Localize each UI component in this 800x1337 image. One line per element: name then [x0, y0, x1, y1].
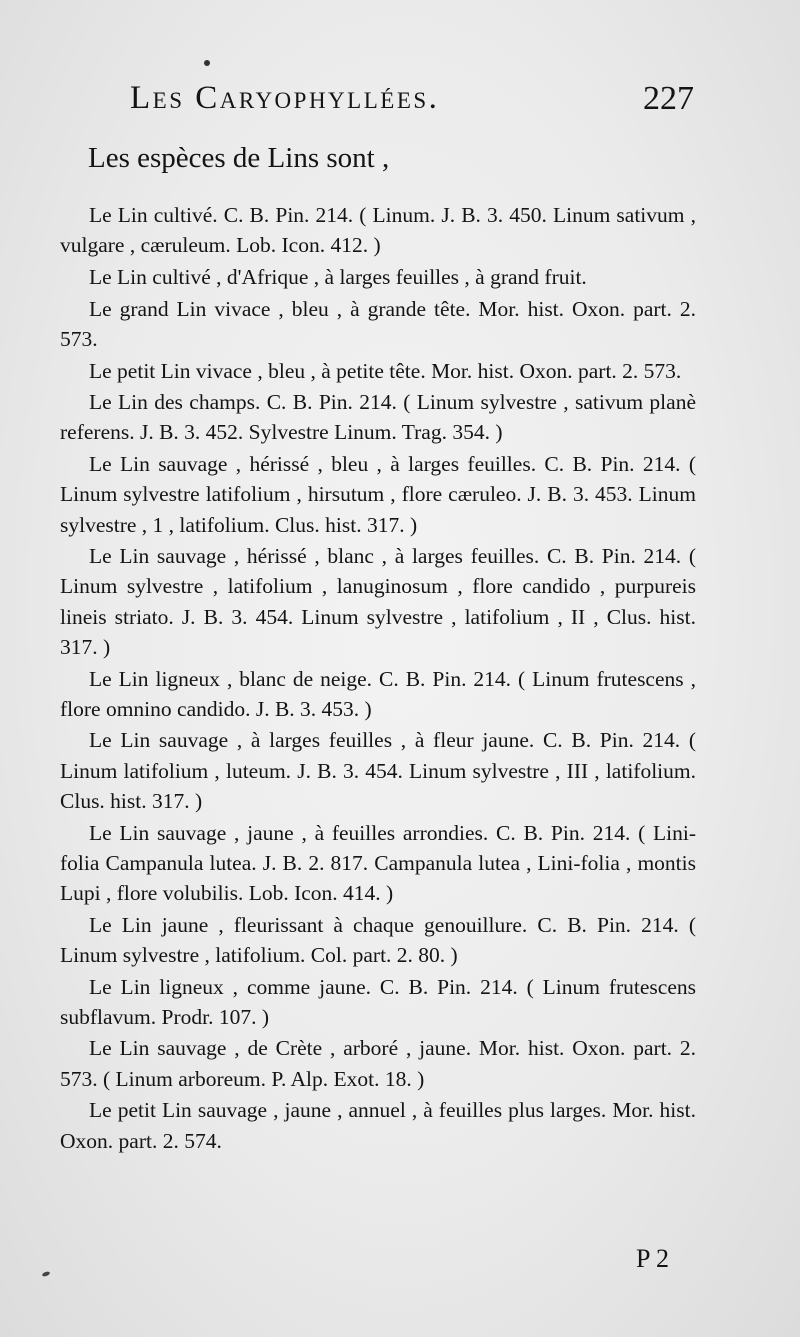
ink-speck [42, 1271, 51, 1277]
species-entry: Le Lin sauvage , hérissé , blanc , à larges feuilles. C. B. Pin. 214. ( Linum sylvestre , latifolium , lanuginosum , flore candido , purpureis lineis striato. J. B. 3. 454. Linum sylvestre , latifolium , II , Clus. hist. 317. ) [60, 544, 696, 659]
page-number: 227 [643, 80, 694, 117]
species-list [60, 200, 696, 1157]
species-entry: Le Lin des champs. C. B. Pin. 214. ( Linum sylvestre , sativum planè referens. J. B. 3. 452. Sylvestre Linum. Trag. 354. ) [60, 390, 696, 445]
species-entry: Le Lin ligneux , comme jaune. C. B. Pin. 214. ( Linum frutescens subflavum. Prodr. 107. ) [60, 974, 696, 1029]
species-entry: Le Lin jaune , fleurissant à chaque genouillure. C. B. Pin. 214. ( Linum sylvestre , latifolium. Col. part. 2. 80. ) [60, 912, 696, 967]
species-entry: Le Lin sauvage , jaune , à feuilles arrondies. C. B. Pin. 214. ( Lini-folia Campanula lutea. J. B. 2. 817. Campanula lutea , Lini-folia , montis Lupi , flore volubilis. Lob. Icon. 414. ) [60, 820, 696, 905]
species-entry: Le Lin cultivé. C. B. Pin. 214. ( Linum. J. B. 3. 450. Linum sativum , vulgare , cæruleum. Lob. Icon. 412. ) [60, 203, 696, 258]
running-title: Les Caryophyllées. [130, 80, 440, 116]
printer-mark [204, 60, 210, 66]
species-entry: Le petit Lin vivace , bleu , à petite tête. Mor. hist. Oxon. part. 2. 573. [89, 358, 682, 383]
species-entry: Le Lin cultivé , d'Afrique , à larges feuilles , à grand fruit. [89, 264, 587, 289]
species-entry: Le Lin ligneux , blanc de neige. C. B. Pin. 214. ( Linum frutescens , flore omnino candido. J. B. 3. 453. ) [60, 666, 696, 721]
species-entry: Le Lin sauvage , de Crète , arboré , jaune. Mor. hist. Oxon. part. 2. 573. ( Linum arboreum. P. Alp. Exot. 18. ) [60, 1036, 696, 1091]
species-entry: Le petit Lin sauvage , jaune , annuel , à feuilles plus larges. Mor. hist. Oxon. part. 2. 574. [60, 1098, 696, 1153]
species-entry: Le Lin sauvage , hérissé , bleu , à larges feuilles. C. B. Pin. 214. ( Linum sylvestre latifolium , hirsutum , flore cæruleo. J. B. 3. 453. Linum sylvestre , 1 , latifolium. Clus. hist. 317. ) [60, 452, 696, 537]
species-entry: Le grand Lin vivace , bleu , à grande tête. Mor. hist. Oxon. part. 2. 573. [60, 296, 696, 351]
running-head [124, 78, 694, 128]
signature-mark: P 2 [636, 1244, 669, 1273]
species-entry: Le Lin sauvage , à larges feuilles , à fleur jaune. C. B. Pin. 214. ( Linum latifolium , luteum. J. B. 3. 454. Linum sylvestre , III , latifolium. Clus. hist. 317. ) [60, 728, 696, 813]
section-heading: Les espèces de Lins sont , [88, 142, 390, 174]
